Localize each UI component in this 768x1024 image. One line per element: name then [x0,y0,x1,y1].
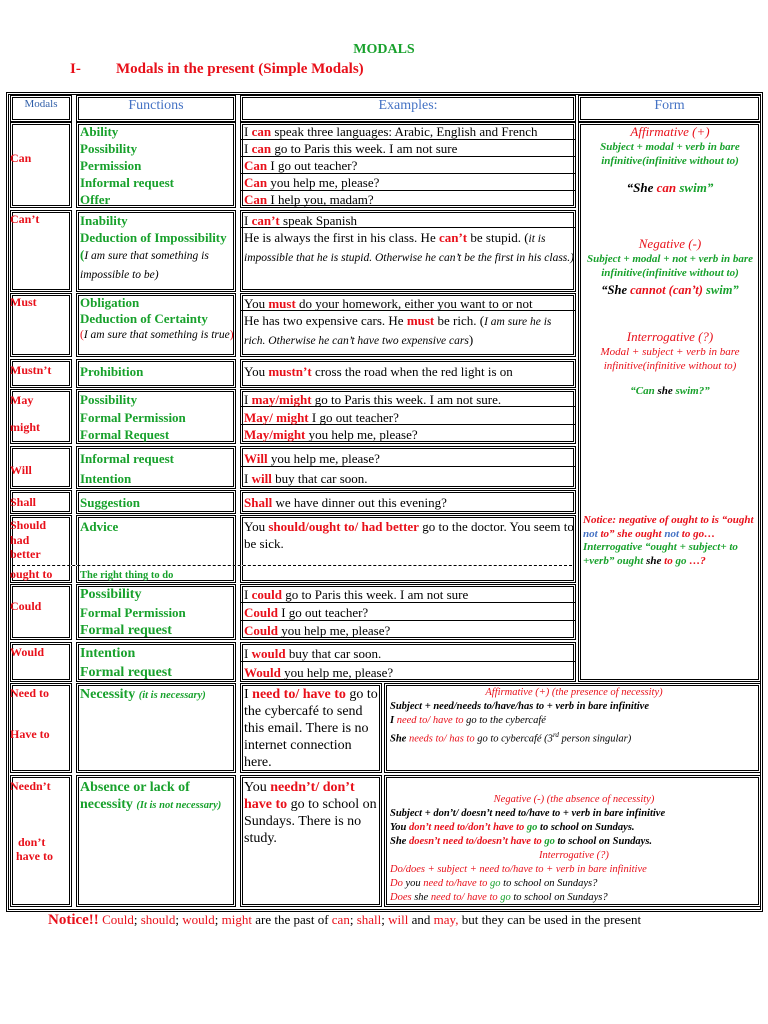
form-int-rule: Modal + subject + verb in bare infinitive(infinitive without to) [600,346,740,372]
section-number: I- [70,61,81,77]
function-item: Necessity (it is necessary) [80,687,206,702]
function-item: Formal Request [80,427,170,442]
modal-need-to: Need to [10,686,49,700]
neednt-int-example: Does she need to/ have to go to school on Sundays? [390,892,608,903]
example-line: Would you help me, please? [244,665,394,680]
function-item: Possibility [80,141,138,156]
form-interrogative [582,329,758,397]
function-item: Possibility [80,587,142,602]
function-item: Offer [80,192,111,207]
function-item: Formal request [80,623,172,638]
examples-must [244,295,574,350]
modal-may: May [10,393,34,407]
example-line: May/might you help me, please? [244,427,418,442]
neednt-int-rule: Do/does + subject + need to/have to + verb in bare infinitive [390,864,647,875]
function-item: Formal Permission [80,409,186,425]
modal-can: Can [10,151,32,165]
form-negative [582,236,758,298]
example-line: He is always the first in his class. He can’t be stupid. (it is impossible that he is stupid. Otherwise he can’t be the first in his class.) [244,230,574,264]
function-item: Possibility [80,392,138,407]
modal-could: Could [10,599,42,613]
need-form-example: I need to/ have to go to the cybercafé [390,715,546,726]
examples-can [244,123,574,208]
modal-mustnt: Mustn’t [10,363,52,377]
form-column-cell [578,122,761,682]
need-form-rule: Subject + need/needs to/have/has to + verb in bare infinitive [390,701,649,712]
examples-may [244,391,574,444]
function-item: Informal request [80,451,175,466]
example-line: I will buy that car soon. [244,471,368,486]
example-line: May/ might I go out teacher? [244,409,399,425]
functions-would [80,644,236,682]
examples-will [244,449,574,489]
example-line: I would buy that car soon. [244,646,382,661]
form-neg-title: Negative (-) [638,236,702,251]
example-line: You mustn’t cross the road when the red light is on [244,364,513,379]
modal-have-to: Have to [10,727,50,741]
function-item: Advice [80,519,119,534]
example-line: You must do your homework, either you want to or not [244,296,533,311]
modal-cant: Can’t [10,212,40,226]
example-line: Could I go out teacher? [244,605,369,620]
functions-will [80,449,236,489]
bottom-notice: Notice!! Could; should; would; might are the past of can; shall; will and may, but they can be used in the present [48,912,642,928]
function-item: Suggestion [80,495,140,510]
examples-would [244,644,574,682]
notice-label: Notice!! [48,912,99,928]
modal-must: Must [10,295,37,309]
function-item: Formal Permission [80,605,186,620]
examples-cant [244,212,574,267]
modal-dont: don’t [18,835,46,849]
functions-can [80,123,236,208]
modal-ought-to: ought to [10,567,53,581]
example-line: You needn’t/ don’t have to go to school on Sundays. There is no study. [244,780,377,846]
form-aff-example: “She can swim” [626,180,714,195]
neednt-form [390,793,758,905]
neednt-neg-example: She doesn’t need to/doesn’t have to go to school on Sundays. [390,836,653,847]
header-form: Form [654,98,685,113]
function-item: Prohibition [80,364,144,379]
example-line: I may/might go to Paris this week. I am not sure. [244,392,502,407]
function-item: Obligation [80,295,140,310]
modal-should: Should had better [10,518,47,561]
function-item: Deduction of Certainty [80,311,208,326]
function-item: Inability [80,213,128,228]
header-examples: Examples: [378,98,438,113]
form-neg-rule: Subject + modal + not + verb in bare infinitive(infinitive without to) [586,253,754,279]
function-item: Ability [80,124,119,139]
form-int-title: Interrogative (?) [626,329,714,344]
function-item: Absence or lack of necessity (It is not necessary) [80,780,222,812]
example-line: Could you help me, please? [244,623,391,638]
need-form-example: She needs to/ has to go to cybercafé (3rd person singular) [390,731,632,745]
modal-would: Would [10,645,45,659]
modal-shall: Shall [10,495,37,509]
example-line: Can I go out teacher? [244,158,358,173]
function-item: Deduction of Impossibility (I am sure that something is impossible to be) [80,230,227,281]
function-item: Intention [80,646,136,661]
example-line: He has two expensive cars. He must be rich. (I am sure he is rich. Otherwise he can’t have two expensive cars) [244,313,552,347]
section-label: Modals in the present (Simple Modals) [116,61,364,77]
functions-cant [80,212,236,284]
functions-must [80,295,236,343]
neednt-neg-example: You don’t need to/don’t have to go to school on Sundays. [390,822,635,833]
example-line: I need to/ have to go to the cybercafé to send this email. There is no internet connection here. [244,687,378,770]
function-item: The right thing to do [80,570,174,581]
neednt-int-example: Do you need to/have to go to school on Sundays? [390,878,598,889]
need-form [390,686,758,747]
functions-could [80,586,236,640]
function-item: Informal request [80,175,175,190]
modal-have-to: have to [16,849,53,863]
example-line: I can’t speak Spanish [244,213,358,228]
example-line: Can you help me, please? [244,175,380,190]
example-line: Shall we have dinner out this evening? [244,495,447,510]
function-item: Permission [80,158,142,173]
need-form-title: Affirmative (+) (the presence of necessity) [485,687,663,698]
modal-might: might [10,420,40,434]
example-line: I could go to Paris this week. I am not sure [244,587,469,602]
neednt-int-title: Interrogative (?) [539,850,609,861]
example-line: I can speak three languages: Arabic, English and French [244,124,538,139]
form-notice: Notice: negative of ought to is “ought not to” she ought not to go… Interrogative “ought + subject+ to +verb” ought she to go …? [583,514,754,567]
example-line: I can go to Paris this week. I am not sure [244,141,458,156]
neednt-neg-rule: Subject + don’t/ doesn’t need to/have to + verb in bare infinitive [390,808,666,819]
example-line: You should/ought to/ had better go to the doctor. You seem to be sick. [244,519,574,551]
example-line: Will you help me, please? [244,451,380,466]
examples-could [244,586,574,640]
form-int-example: “Can she swim?” [630,385,710,397]
form-neg-example: “She cannot (can’t) swim” [601,283,739,297]
modal-neednt: Needn’t [10,779,51,793]
function-note: (I am sure that something is true) [80,329,234,341]
neednt-neg-title: Negative (-) (the absence of necessity) [493,794,655,805]
header-functions: Functions [128,98,184,113]
function-item: Intention [80,471,132,486]
section-heading [70,61,364,78]
page-title: MODALS [353,42,415,57]
header-modals: Modals [24,98,58,110]
form-aff-title: Affirmative (+) [630,124,710,139]
modal-will: Will [10,463,32,477]
form-aff-rule: Subject + modal + verb in bare infinitive(infinitive without to) [600,141,740,167]
functions-may [80,391,236,444]
example-line: Can I help you, madam? [244,192,374,207]
dashed-divider [12,565,572,566]
function-item: Formal request [80,665,172,680]
form-affirmative [582,124,758,196]
